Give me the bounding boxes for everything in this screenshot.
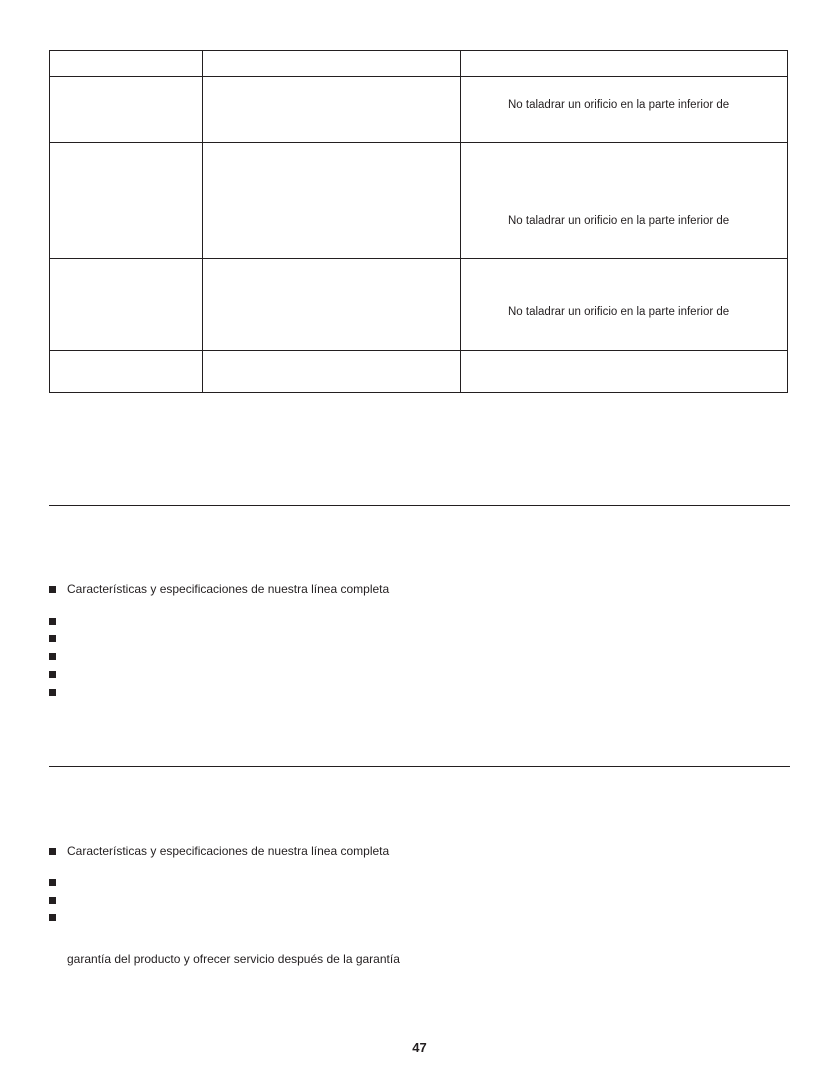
list-item-text: Características y especificaciones de nuestra línea completa xyxy=(67,582,390,596)
table-cell-text: No taladrar un orificio en la parte inferior de xyxy=(508,215,730,227)
table-cell xyxy=(203,51,461,77)
page-number: 47 xyxy=(412,1040,427,1055)
table-cell xyxy=(461,51,788,77)
bullet-icon xyxy=(49,848,56,855)
table-cell xyxy=(203,77,461,143)
table-row xyxy=(50,351,788,393)
bullet-icon xyxy=(49,618,56,625)
table-cell xyxy=(50,51,203,77)
table-header-row xyxy=(50,51,788,77)
section-divider xyxy=(49,766,790,767)
table-cell xyxy=(50,143,203,259)
table-row xyxy=(50,77,788,143)
list-item-continuation: garantía del producto y ofrecer servicio después de la garantía xyxy=(67,952,400,966)
list-item-text: Características y especificaciones de nuestra línea completa xyxy=(67,844,390,858)
table-cell xyxy=(50,259,203,351)
bullet-icon xyxy=(49,897,56,904)
table-cell xyxy=(203,351,461,393)
table-cell xyxy=(50,77,203,143)
table-cell xyxy=(461,77,788,143)
bullet-icon xyxy=(49,914,56,921)
troubleshooting-table xyxy=(49,50,788,393)
bullet-icon xyxy=(49,689,56,696)
bullet-icon xyxy=(49,879,56,886)
table-cell-text: No taladrar un orificio en la parte inferior de xyxy=(508,306,730,318)
table-cell xyxy=(203,143,461,259)
table-cell-text: No taladrar un orificio en la parte inferior de xyxy=(508,99,730,111)
section-divider xyxy=(49,505,790,506)
bullet-icon xyxy=(49,671,56,678)
table-cell xyxy=(461,259,788,351)
table-row xyxy=(50,143,788,259)
table-cell xyxy=(461,351,788,393)
bullet-icon xyxy=(49,586,56,593)
table-cell xyxy=(461,143,788,259)
table-row xyxy=(50,259,788,351)
bullet-icon xyxy=(49,635,56,642)
table-cell xyxy=(203,259,461,351)
table-cell xyxy=(50,351,203,393)
bullet-icon xyxy=(49,653,56,660)
